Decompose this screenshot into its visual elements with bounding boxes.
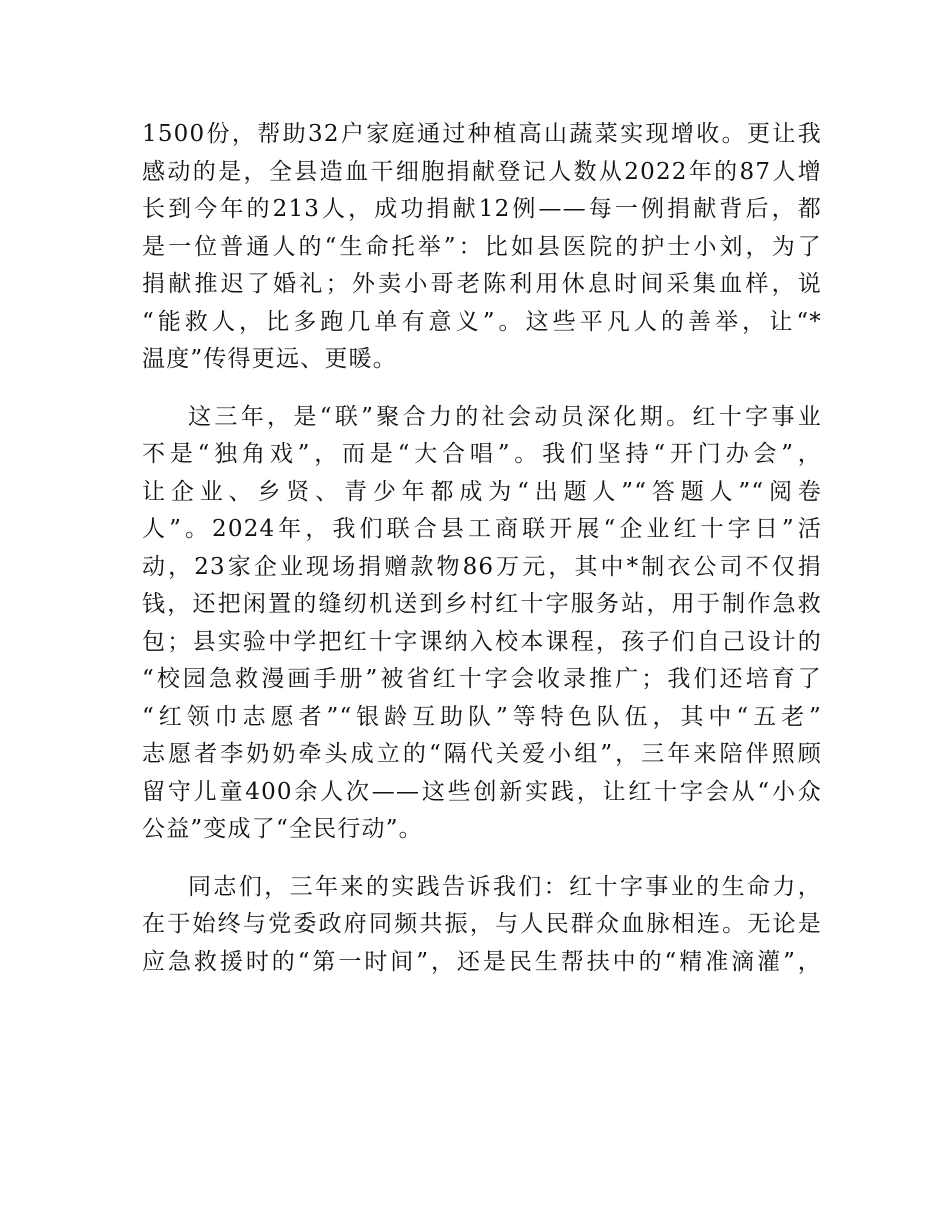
paragraph-2	[142, 399, 822, 849]
text-line: 温度”传得更远、更暖。	[142, 346, 397, 372]
text-line: 人”。2024年，我们联合县工商联开展“企业红十字日”活	[142, 516, 822, 542]
text-line: 感动的是，全县造血干细胞捐献登记人数从2022年的87人增	[142, 158, 822, 185]
text-line: 是一位普通人的“生命托举”：比如县医院的护士小刘，为了	[142, 233, 822, 260]
text-line: 钱，还把闲置的缝纫机送到乡村红十字服务站，用于制作急救	[142, 591, 822, 617]
text-line: 长到今年的213人，成功捐献12例——每一例捐献背后，都	[142, 196, 822, 222]
text-line: “校园急救漫画手册”被省红十字会收录推广；我们还培育了	[142, 666, 822, 692]
text-line: 让企业、乡贤、青少年都成为“出题人”“答题人”“阅卷	[142, 478, 822, 505]
text-line: 这三年，是“联”聚合力的社会动员深化期。红十字事业	[188, 403, 822, 430]
text-line: 同志们，三年来的实践告诉我们：红十字事业的生命力，	[188, 873, 822, 900]
text-line: 捐献推迟了婚礼；外卖小哥老陈利用休息时间采集血样，说	[142, 271, 822, 297]
document-body	[142, 116, 822, 1001]
text-line: 应急救援时的“第一时间”，还是民生帮扶中的“精准滴灌”，	[142, 948, 822, 975]
text-line: 志愿者李奶奶牵头成立的“隔代关爱小组”，三年来陪伴照顾	[142, 741, 822, 767]
text-line: 不是“独角戏”，而是“大合唱”。我们坚持“开门办会”，	[142, 441, 822, 467]
paragraph-3	[142, 869, 822, 982]
text-line: 留守儿童400余人次——这些创新实践，让红十字会从“小众	[142, 778, 822, 805]
text-line: 1500份，帮助32户家庭通过种植高山蔬菜实现增收。更让我	[142, 121, 822, 147]
text-line: 公益”变成了“全民行动”。	[142, 816, 423, 842]
paragraph-1	[142, 116, 822, 379]
text-line: 包；县实验中学把红十字课纳入校本课程，孩子们自己设计的	[142, 628, 822, 655]
text-line: “能救人，比多跑几单有意义”。这些平凡人的善举，让“*	[142, 308, 822, 335]
text-line: 在于始终与党委政府同频共振，与人民群众血脉相连。无论是	[142, 911, 822, 937]
text-line: “红领巾志愿者”“银龄互助队”等特色队伍，其中“五老”	[142, 703, 822, 730]
text-line: 动，23家企业现场捐赠款物86万元，其中*制衣公司不仅捐	[142, 553, 822, 580]
